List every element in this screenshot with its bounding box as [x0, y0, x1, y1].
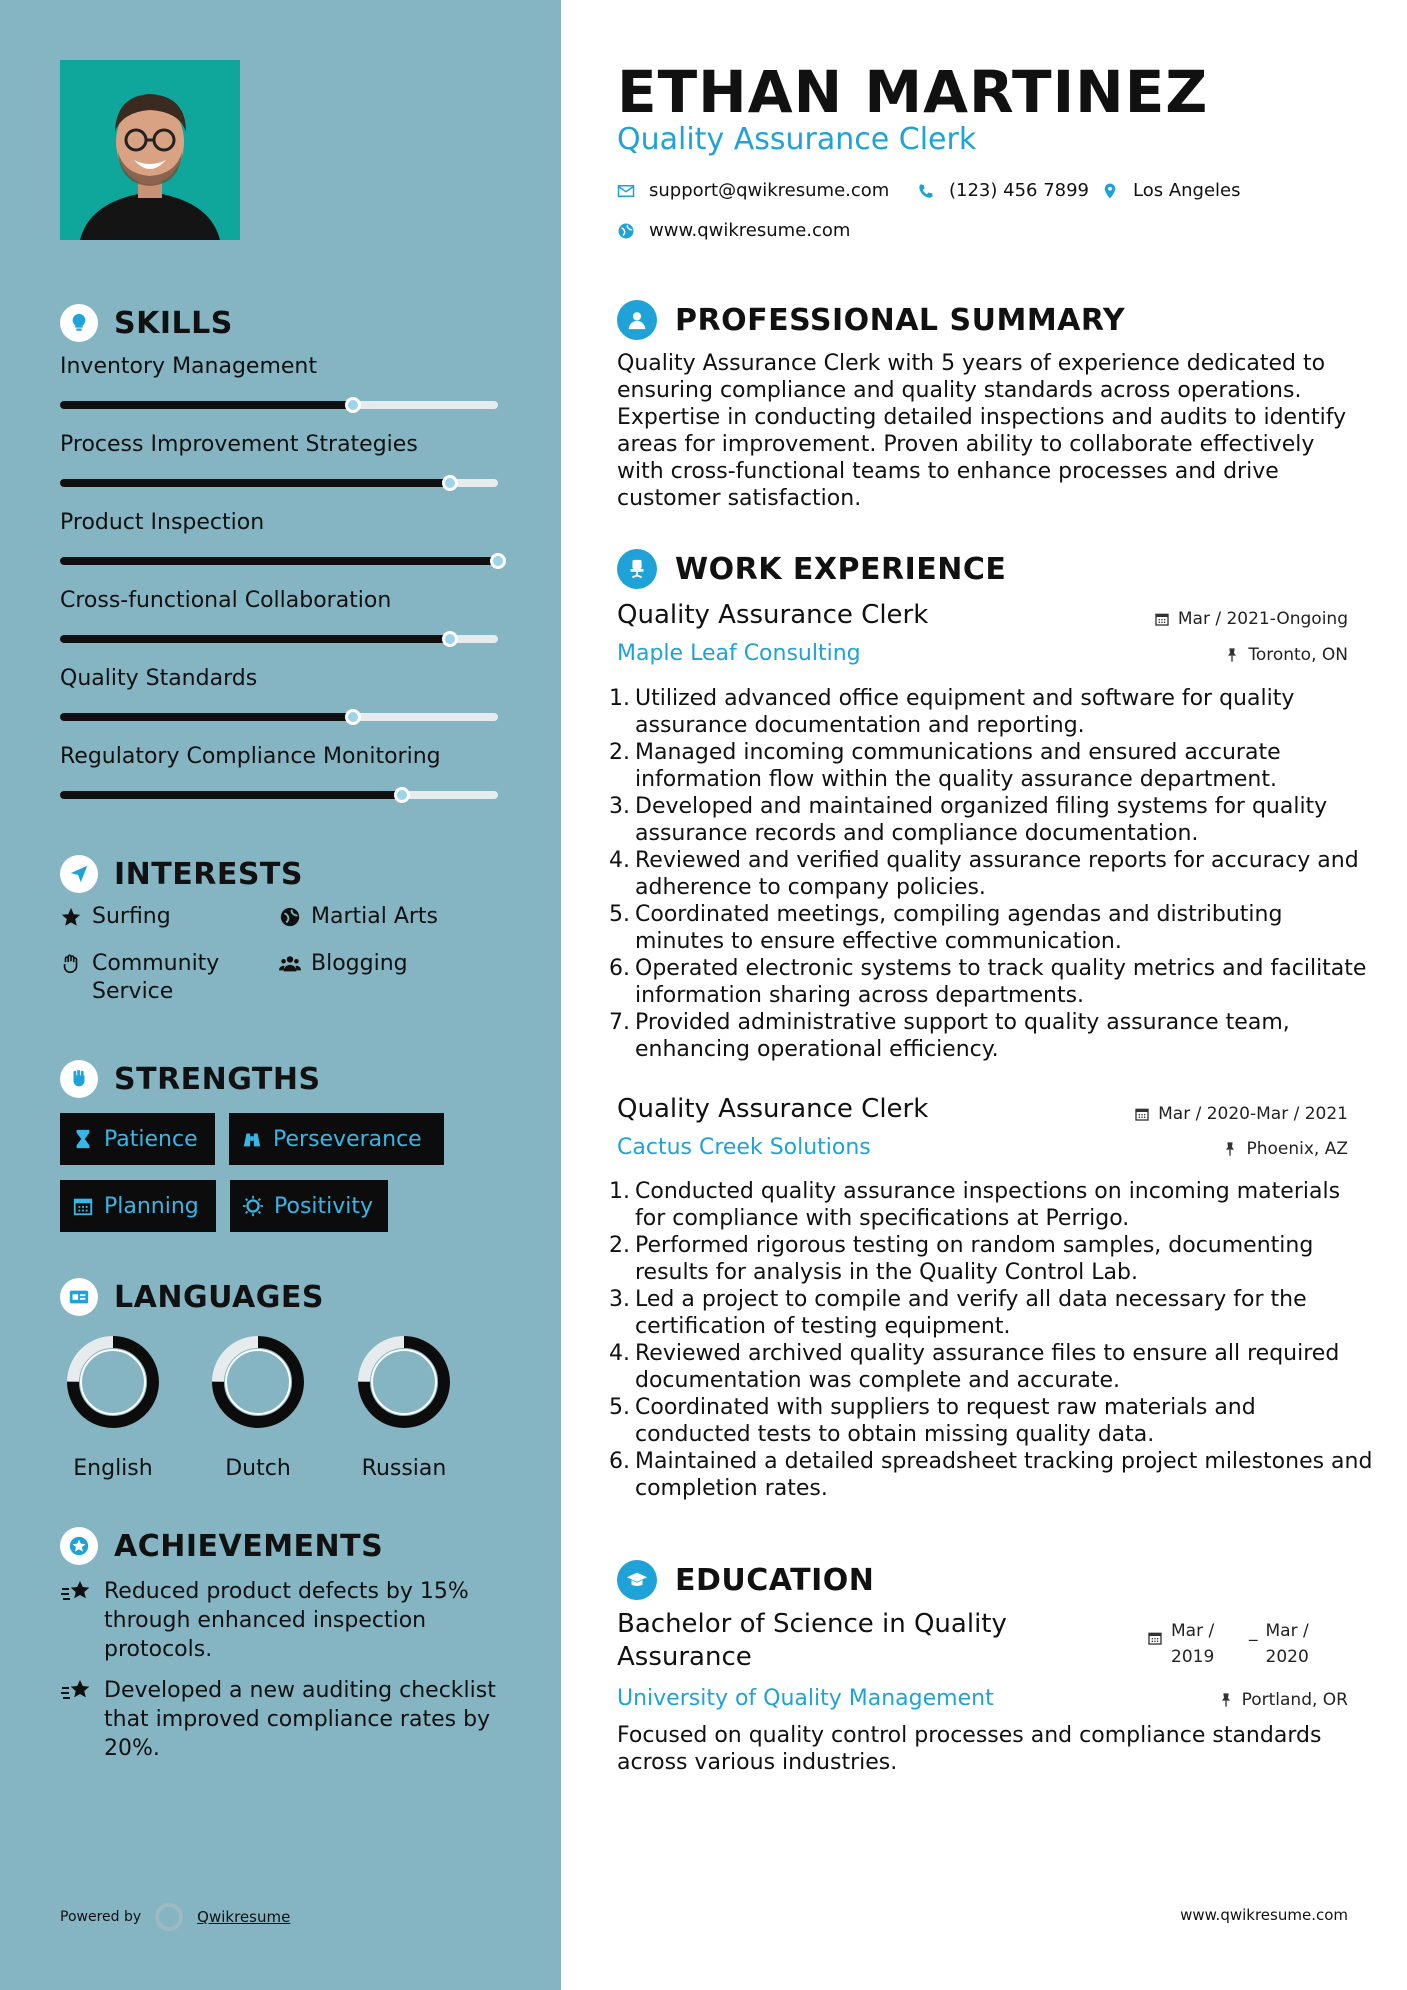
education-description: Focused on quality control processes and compliance standards across various industries.	[617, 1723, 1322, 1775]
duty-item: Performed rigorous testing on random samples, documenting results for analysis in the Quality Control Lab.	[635, 1233, 1314, 1285]
skill-item	[60, 509, 498, 565]
summary-text: Quality Assurance Clerk with 5 years of experience dedicated to ensuring compliance and quality standards across operations. Expertise in conducting detailed inspections and audits to identify areas for improvement. Proven ability to collaborate effectively with cross-functional teams to enhance processes and drive customer satisfaction.	[617, 351, 1347, 511]
skill-level-bar	[60, 713, 498, 721]
education-school: University of Quality Management	[617, 1686, 994, 1711]
star-badge-icon	[60, 1527, 98, 1565]
calendar-icon	[1154, 611, 1170, 627]
job-dates: Mar / 2021-Ongoing	[1154, 609, 1348, 629]
skill-level-knob	[394, 787, 410, 803]
hourglass-icon	[72, 1128, 94, 1150]
sidebar	[0, 0, 561, 1990]
skill-level-fill	[60, 401, 353, 409]
skill-name: Cross-functional Collaboration	[60, 588, 392, 613]
language-item	[198, 1332, 318, 1481]
pushpin-icon	[1222, 1141, 1238, 1157]
duty-item: Reviewed and verified quality assurance reports for accuracy and adherence to company policies.	[635, 848, 1359, 900]
job-title: Quality Assurance Clerk	[617, 600, 929, 630]
calendar-icon	[72, 1195, 94, 1217]
achievement-item: Reduced product defects by 15% through enhanced inspection protocols.	[60, 1577, 500, 1664]
skill-level-fill	[60, 713, 353, 721]
skill-level-knob	[345, 709, 361, 725]
qwikresume-link[interactable]: Qwikresume	[197, 1908, 291, 1926]
contact-email[interactable]: support@qwikresume.com	[617, 180, 889, 201]
candidate-name: ETHAN MARTINEZ	[617, 58, 1209, 126]
language-name: English	[73, 1456, 153, 1481]
skill-level-bar	[60, 635, 498, 643]
education-degree: Bachelor of Science in Quality Assurance	[617, 1609, 1007, 1672]
education-dates: Mar / 2019 _ Mar / 2020	[1147, 1618, 1320, 1670]
interest-item: Surfing	[60, 903, 171, 931]
duty-item: Coordinated meetings, compiling agendas and distributing minutes to ensure effective communication.	[635, 902, 1283, 954]
map-pin-icon	[1101, 182, 1119, 200]
skill-level-fill	[60, 635, 450, 643]
sun-icon	[242, 1195, 264, 1217]
interest-item: Martial Arts	[279, 903, 438, 931]
contact-location: Los Angeles	[1101, 180, 1241, 201]
job-duties	[617, 1178, 1377, 1502]
skill-level-knob	[442, 475, 458, 491]
language-item	[53, 1332, 173, 1481]
skill-name: Regulatory Compliance Monitoring	[60, 744, 441, 769]
skill-level-fill	[60, 557, 498, 565]
globe-icon	[617, 222, 635, 240]
duty-item: Utilized advanced office equipment and software for quality assurance documentation and reporting.	[635, 686, 1295, 738]
duty-item: Developed and maintained organized filing systems for quality assurance records and compliance documentation.	[635, 794, 1328, 846]
candidate-role: Quality Assurance Clerk	[617, 122, 977, 157]
interests-heading: INTERESTS	[60, 855, 303, 893]
hand-icon	[60, 953, 82, 975]
contact-website[interactable]: www.qwikresume.com	[617, 220, 850, 241]
skills-heading: SKILLS	[60, 304, 233, 342]
pushpin-icon	[1218, 1692, 1234, 1708]
duty-item: Coordinated with suppliers to request raw materials and conducted tests to obtain missing quality data.	[635, 1395, 1256, 1447]
interest-item: Blogging	[279, 950, 408, 978]
skill-item	[60, 353, 498, 409]
education-end: Mar / 2020	[1265, 1621, 1309, 1667]
star-icon	[60, 906, 82, 928]
footer-website-link[interactable]: www.qwikresume.com	[1180, 1906, 1348, 1924]
skill-item	[60, 431, 498, 487]
language-name: Dutch	[225, 1456, 291, 1481]
skill-item	[60, 587, 498, 643]
pushpin-icon	[1224, 647, 1240, 663]
strength-badge: Positivity	[230, 1180, 388, 1232]
shooting-star-icon	[60, 1678, 92, 1706]
job-location: Toronto, ON	[1224, 645, 1348, 665]
fist-icon	[60, 1060, 98, 1098]
skill-name: Process Improvement Strategies	[60, 432, 418, 457]
job-duties	[617, 685, 1377, 1063]
phone-icon	[917, 182, 935, 200]
duty-item: Reviewed archived quality assurance files to ensure all required documentation was complete and accurate.	[635, 1341, 1340, 1393]
duty-item: Maintained a detailed spreadsheet tracking project milestones and completion rates.	[635, 1449, 1373, 1501]
skill-level-knob	[490, 553, 506, 569]
envelope-icon	[617, 182, 635, 200]
duty-item: Conducted quality assurance inspections on incoming materials for compliance with specifications at Perrigo.	[635, 1179, 1341, 1231]
language-name: Russian	[361, 1456, 447, 1481]
skill-level-knob	[345, 397, 361, 413]
powered-by: Powered by Qwikresume	[60, 1903, 290, 1931]
main-content	[561, 0, 1407, 1990]
skill-level-bar	[60, 557, 498, 565]
office-chair-icon	[617, 549, 657, 589]
strength-badge: Planning	[60, 1180, 216, 1232]
job-location: Phoenix, AZ	[1222, 1139, 1348, 1159]
job-title: Quality Assurance Clerk	[617, 1094, 929, 1124]
duty-item: Provided administrative support to quality assurance team, enhancing operational efficiency.	[635, 1010, 1290, 1062]
lightbulb-icon	[60, 304, 98, 342]
duty-item: Managed incoming communications and ensured accurate information flow within the quality assurance department.	[635, 740, 1281, 792]
person-portrait-icon	[60, 60, 240, 240]
qwikresume-logo-icon	[155, 1903, 183, 1931]
education-heading: EDUCATION	[617, 1560, 874, 1600]
duty-item: Operated electronic systems to track quality metrics and facilitate information sharing across departments.	[635, 956, 1367, 1008]
skill-name: Inventory Management	[60, 354, 317, 379]
language-level-ring	[63, 1332, 163, 1432]
skill-name: Product Inspection	[60, 510, 265, 535]
job-company: Cactus Creek Solutions	[617, 1135, 871, 1160]
shooting-star-icon	[60, 1579, 92, 1607]
language-level-ring	[354, 1332, 454, 1432]
strength-badge: Perseverance	[229, 1113, 444, 1165]
binoculars-icon	[241, 1128, 263, 1150]
education-start: Mar / 2019	[1171, 1621, 1215, 1667]
experience-heading: WORK EXPERIENCE	[617, 549, 1006, 589]
achievements-heading: ACHIEVEMENTS	[60, 1527, 383, 1565]
user-icon	[617, 300, 657, 340]
calendar-icon	[1134, 1106, 1150, 1122]
achievement-item: Developed a new auditing checklist that improved compliance rates by 20%.	[60, 1676, 500, 1763]
language-item	[344, 1332, 464, 1481]
job-dates: Mar / 2020-Mar / 2021	[1134, 1104, 1348, 1124]
users-icon	[279, 953, 301, 975]
languages-heading: LANGUAGES	[60, 1278, 324, 1316]
skill-level-bar	[60, 479, 498, 487]
skill-level-bar	[60, 791, 498, 799]
language-level-ring	[208, 1332, 308, 1432]
skill-level-fill	[60, 791, 402, 799]
contact-phone[interactable]: (123) 456 7899	[917, 180, 1089, 201]
skill-level-bar	[60, 401, 498, 409]
graduation-icon	[617, 1560, 657, 1600]
job-company: Maple Leaf Consulting	[617, 641, 861, 666]
profile-photo	[60, 60, 240, 240]
paper-plane-icon	[60, 855, 98, 893]
interest-item: Community Service	[60, 950, 260, 1006]
skill-item	[60, 743, 498, 799]
strengths-heading: STRENGTHS	[60, 1060, 321, 1098]
skill-item	[60, 665, 498, 721]
summary-heading: PROFESSIONAL SUMMARY	[617, 300, 1125, 340]
language-card-icon	[60, 1278, 98, 1316]
globe-icon	[279, 906, 301, 928]
strength-badge: Patience	[60, 1113, 215, 1165]
skill-name: Quality Standards	[60, 666, 258, 691]
duty-item: Led a project to compile and verify all data necessary for the certification of testing equipment.	[635, 1287, 1307, 1339]
skill-level-knob	[442, 631, 458, 647]
calendar-icon	[1147, 1630, 1163, 1646]
education-location: Portland, OR	[1218, 1690, 1348, 1710]
skill-level-fill	[60, 479, 450, 487]
